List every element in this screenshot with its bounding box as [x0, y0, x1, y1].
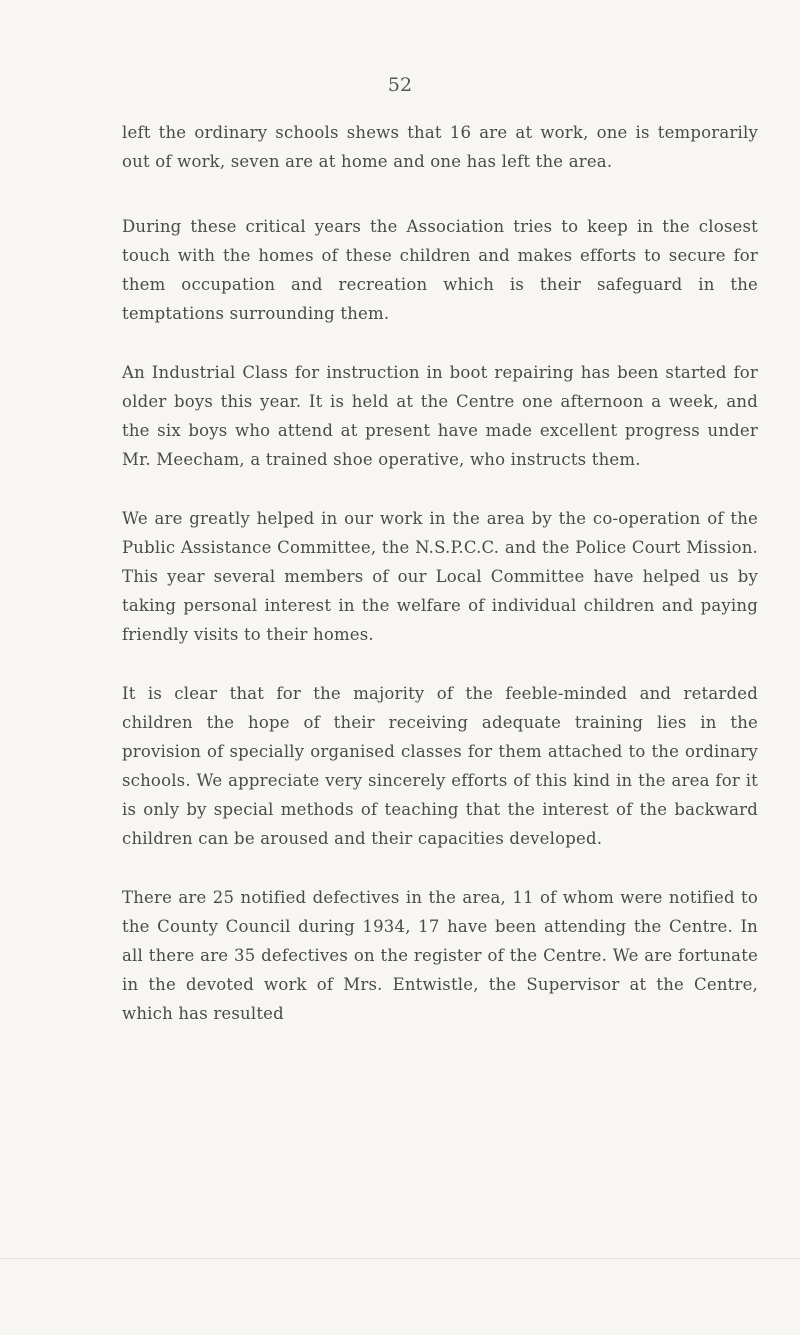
bottom-rule	[0, 1258, 800, 1259]
paragraph-6: There are 25 notified defectives in the area, 11 of whom were notified to the County Council during 1934, 17 have been attending the Centre. In all there are 35 defectives on the register of the Centre. We are fortunate in the devoted work of Mrs. Entwistle, the Supervisor at the Centre, which has resulted	[122, 888, 758, 1023]
paragraph-3: An Industrial Class for instruction in boot repairing has been started for older boys this year. It is held at the Centre one afternoon a week, and the six boys who attend at present have made excellent progress under Mr. Meecham, a trained shoe operative, who instructs them.	[122, 363, 758, 469]
paragraph-1: left the ordinary schools shews that 16 are at work, one is temporarily out of work, seven are at home and one has left the area.	[122, 123, 758, 171]
paragraph-4: We are greatly helped in our work in the area by the co-operation of the Public Assistance Committee, the N.S.P.C.C. and the Police Court Mission. This year several members of our Local Committee have helped us by taking personal interest in the welfare of individual children and paying friendly visits to their homes.	[122, 509, 758, 644]
paragraph-5: It is clear that for the majority of the feeble-minded and retarded children the hope of their receiving adequate training lies in the provision of specially organised classes for them attached to the ordinary schools. We appreciate very sincerely efforts of this kind in the area for it is only by special methods of teaching that the interest of the backward children can be aroused and their capacities developed.	[122, 684, 758, 848]
page-number: 52	[387, 74, 413, 96]
paragraph-2: During these critical years the Association tries to keep in the closest touch with the homes of these children and makes efforts to secure for them occupation and recreation which is their safeguard in the temptations surrounding them.	[122, 217, 758, 323]
body-text	[122, 118, 758, 1058]
